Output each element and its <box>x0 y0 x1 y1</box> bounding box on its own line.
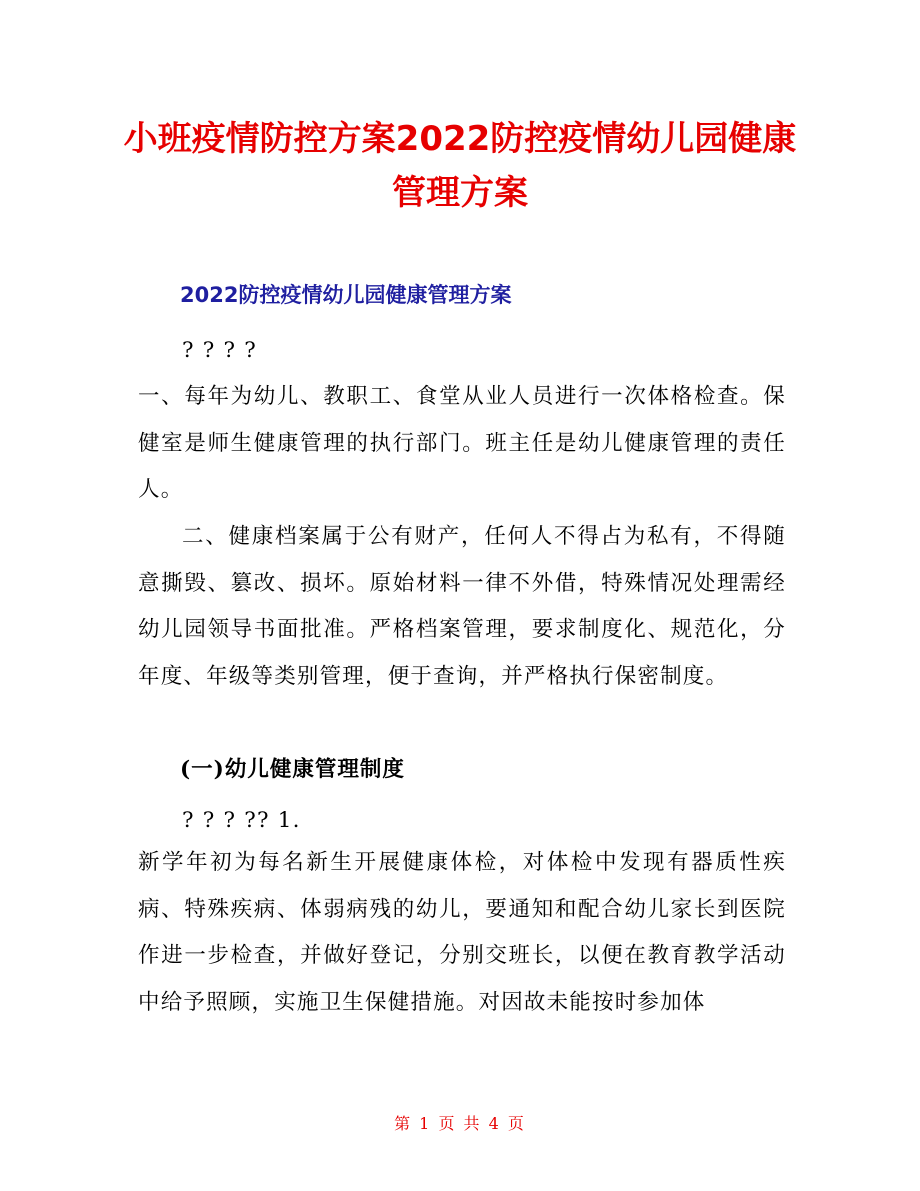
placeholder-marks-numbered-text: ? ? ? ?? 1. <box>182 808 301 833</box>
placeholder-marks-numbered <box>138 798 786 845</box>
paragraph-health-checkup: 一、每年为幼儿、教职工、食堂从业人员进行一次体格检查。保健室是师生健康管理的执行部门。班主任是幼儿健康管理的责任人。 <box>138 384 786 502</box>
page-number-footer: 第 1 页 共 4 页 <box>394 1114 526 1133</box>
section-heading-child-health: (一)幼儿健康管理制度 <box>180 757 405 782</box>
paragraph-new-student-checkup: 新学年初为每名新生开展健康体检，对体检中发现有器质性疾病、特殊疾病、体弱病残的幼儿，要通知和配合幼儿家长到医院作进一步检查，并做好登记，分别交班长，以便在教育教学活动中给予照顾，实施卫生保健措施。对因故未能按时参加体 <box>138 850 786 1015</box>
paragraph-health-records: 二、健康档案属于公有财产，任何人不得占为私有，不得随意撕毁、篡改、损坏。原始材料一律不外借，特殊情况处理需经幼儿园领导书面批准。严格档案管理，要求制度化、规范化，分年度、年级等类别管理，便于查询，并严格执行保密制度。 <box>138 524 786 689</box>
document-title: 小班疫情防控方案2022防控疫情幼儿园健康管理方案 <box>123 119 797 213</box>
document-subtitle: 2022防控疫情幼儿园健康管理方案 <box>180 283 512 307</box>
placeholder-marks <box>138 328 786 375</box>
placeholder-marks-text: ? ? ? ? <box>182 338 258 363</box>
